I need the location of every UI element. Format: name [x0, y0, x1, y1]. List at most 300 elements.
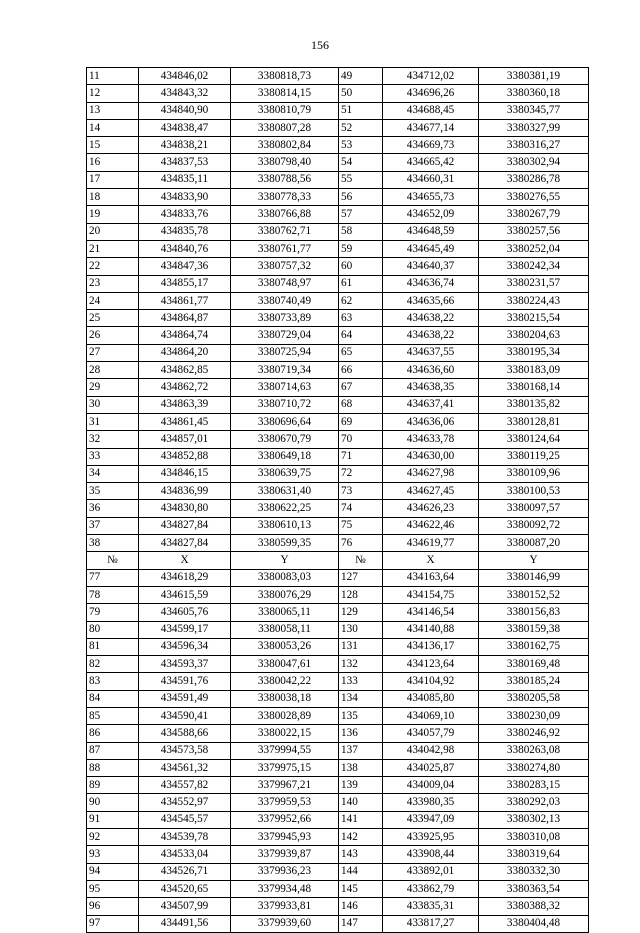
table-row [87, 707, 589, 724]
x-coordinate-cell: 434864,87 [139, 310, 231, 327]
point-number-cell: 33 [87, 448, 139, 465]
y-coordinate-cell: 3380639,75 [231, 465, 339, 482]
point-number-cell: 17 [87, 171, 139, 188]
table-row [87, 794, 589, 811]
point-number-cell: 144 [339, 863, 383, 880]
y-coordinate-cell: 3380252,04 [479, 240, 589, 257]
x-coordinate-cell: 434057,79 [383, 725, 479, 742]
y-coordinate-cell: 3380215,54 [479, 310, 589, 327]
point-number-cell: 87 [87, 742, 139, 759]
table-row [87, 483, 589, 500]
table-row [87, 725, 589, 742]
x-coordinate-cell: 433947,09 [383, 811, 479, 828]
x-coordinate-cell: 433892,01 [383, 863, 479, 880]
y-coordinate-cell: 3380710,72 [231, 396, 339, 413]
y-coordinate-cell: 3380119,25 [479, 448, 589, 465]
y-coordinate-cell: 3380761,77 [231, 240, 339, 257]
x-coordinate-cell: 434861,77 [139, 292, 231, 309]
x-coordinate-cell: 434833,90 [139, 189, 231, 206]
x-coordinate-cell: 434025,87 [383, 759, 479, 776]
x-coordinate-cell: 434104,92 [383, 673, 479, 690]
x-coordinate-cell: 434838,21 [139, 137, 231, 154]
x-coordinate-cell: 433925,95 [383, 829, 479, 846]
point-number-cell: 73 [339, 483, 383, 500]
x-coordinate-cell: 434526,71 [139, 863, 231, 880]
point-number-cell: 94 [87, 863, 139, 880]
x-coordinate-cell: 434599,17 [139, 621, 231, 638]
point-number-cell: 146 [339, 898, 383, 915]
table-row [87, 742, 589, 759]
y-coordinate-cell: 3380622,25 [231, 500, 339, 517]
point-number-cell: 88 [87, 759, 139, 776]
point-number-cell: 131 [339, 638, 383, 655]
y-coordinate-cell: 3380267,79 [479, 206, 589, 223]
x-coordinate-cell: 434863,39 [139, 396, 231, 413]
y-coordinate-cell: 3380748,97 [231, 275, 339, 292]
y-coordinate-cell: 3380042,22 [231, 673, 339, 690]
table-row [87, 258, 589, 275]
y-coordinate-cell: 3380156,83 [479, 604, 589, 621]
point-number-cell: 80 [87, 621, 139, 638]
x-coordinate-cell: 434491,56 [139, 915, 231, 932]
point-number-cell: 25 [87, 310, 139, 327]
x-coordinate-cell: 434645,49 [383, 240, 479, 257]
x-coordinate-cell: 434862,85 [139, 362, 231, 379]
y-coordinate-cell: 3380053,26 [231, 638, 339, 655]
y-coordinate-cell: 3380766,88 [231, 206, 339, 223]
x-coordinate-cell: 434507,99 [139, 898, 231, 915]
table-row [87, 223, 589, 240]
y-coordinate-cell: 3379975,15 [231, 759, 339, 776]
point-number-cell: 59 [339, 240, 383, 257]
x-coordinate-cell: 434539,78 [139, 829, 231, 846]
y-coordinate-cell: 3380714,63 [231, 379, 339, 396]
y-coordinate-cell: 3380135,82 [479, 396, 589, 413]
x-coordinate-cell: 434638,22 [383, 327, 479, 344]
column-header: X [139, 552, 231, 569]
point-number-cell: 11 [87, 68, 139, 85]
point-number-cell: 56 [339, 189, 383, 206]
y-coordinate-cell: 3380649,18 [231, 448, 339, 465]
x-coordinate-cell: 434123,64 [383, 656, 479, 673]
table-row [87, 811, 589, 828]
x-coordinate-cell: 434696,26 [383, 85, 479, 102]
y-coordinate-cell: 3380168,14 [479, 379, 589, 396]
x-coordinate-cell: 434833,76 [139, 206, 231, 223]
column-header: X [383, 552, 479, 569]
x-coordinate-cell: 434862,72 [139, 379, 231, 396]
y-coordinate-cell: 3380778,33 [231, 189, 339, 206]
point-number-cell: 53 [339, 137, 383, 154]
point-number-cell: 140 [339, 794, 383, 811]
y-coordinate-cell: 3380047,61 [231, 656, 339, 673]
y-coordinate-cell: 3380302,94 [479, 154, 589, 171]
table-row [87, 379, 589, 396]
y-coordinate-cell: 3380345,77 [479, 102, 589, 119]
table-row [87, 759, 589, 776]
y-coordinate-cell: 3380332,30 [479, 863, 589, 880]
x-coordinate-cell: 434660,31 [383, 171, 479, 188]
x-coordinate-cell: 434838,47 [139, 119, 231, 136]
y-coordinate-cell: 3379967,21 [231, 777, 339, 794]
x-coordinate-cell: 434140,88 [383, 621, 479, 638]
y-coordinate-cell: 3380028,89 [231, 707, 339, 724]
point-number-cell: 127 [339, 569, 383, 586]
y-coordinate-cell: 3380159,38 [479, 621, 589, 638]
x-coordinate-cell: 434852,88 [139, 448, 231, 465]
x-coordinate-cell: 434830,80 [139, 500, 231, 517]
table-row [87, 189, 589, 206]
x-coordinate-cell: 434688,45 [383, 102, 479, 119]
point-number-cell: 84 [87, 690, 139, 707]
table-row [87, 846, 589, 863]
point-number-cell: 128 [339, 586, 383, 603]
point-number-cell: 24 [87, 292, 139, 309]
table-row [87, 240, 589, 257]
y-coordinate-cell: 3380725,94 [231, 344, 339, 361]
x-coordinate-cell: 434840,76 [139, 240, 231, 257]
point-number-cell: 35 [87, 483, 139, 500]
x-coordinate-cell: 433835,31 [383, 898, 479, 915]
y-coordinate-cell: 3380146,99 [479, 569, 589, 586]
point-number-cell: 79 [87, 604, 139, 621]
point-number-cell: 21 [87, 240, 139, 257]
point-number-cell: 141 [339, 811, 383, 828]
table-row [87, 500, 589, 517]
point-number-cell: 91 [87, 811, 139, 828]
y-coordinate-cell: 3380286,78 [479, 171, 589, 188]
point-number-cell: 81 [87, 638, 139, 655]
table-row [87, 171, 589, 188]
y-coordinate-cell: 3380230,09 [479, 707, 589, 724]
x-coordinate-cell: 434840,90 [139, 102, 231, 119]
point-number-cell: 76 [339, 535, 383, 552]
column-header: Y [479, 552, 589, 569]
point-number-cell: 14 [87, 119, 139, 136]
x-coordinate-cell: 434861,45 [139, 413, 231, 430]
point-number-cell: 72 [339, 465, 383, 482]
y-coordinate-cell: 3380719,34 [231, 362, 339, 379]
y-coordinate-cell: 3380076,29 [231, 586, 339, 603]
page-number: 156 [311, 38, 329, 52]
x-coordinate-cell: 434619,77 [383, 535, 479, 552]
x-coordinate-cell: 434648,59 [383, 223, 479, 240]
y-coordinate-cell: 3380388,32 [479, 898, 589, 915]
x-coordinate-cell: 434630,00 [383, 448, 479, 465]
x-coordinate-cell: 434835,78 [139, 223, 231, 240]
x-coordinate-cell: 434864,20 [139, 344, 231, 361]
point-number-cell: 74 [339, 500, 383, 517]
point-number-cell: 60 [339, 258, 383, 275]
point-number-cell: 83 [87, 673, 139, 690]
x-coordinate-cell: 434837,53 [139, 154, 231, 171]
x-coordinate-cell: 434557,82 [139, 777, 231, 794]
y-coordinate-cell: 3380283,15 [479, 777, 589, 794]
y-coordinate-cell: 3380128,81 [479, 413, 589, 430]
y-coordinate-cell: 3380610,13 [231, 517, 339, 534]
y-coordinate-cell: 3380319,64 [479, 846, 589, 863]
point-number-cell: 31 [87, 413, 139, 430]
y-coordinate-cell: 3380814,15 [231, 85, 339, 102]
table-row [87, 586, 589, 603]
y-coordinate-cell: 3380257,56 [479, 223, 589, 240]
point-number-cell: 51 [339, 102, 383, 119]
y-coordinate-cell: 3380152,52 [479, 586, 589, 603]
y-coordinate-cell: 3380802,84 [231, 137, 339, 154]
point-number-cell: 12 [87, 85, 139, 102]
y-coordinate-cell: 3380310,08 [479, 829, 589, 846]
point-number-cell: 64 [339, 327, 383, 344]
table-row [87, 656, 589, 673]
point-number-cell: 57 [339, 206, 383, 223]
y-coordinate-cell: 3380363,54 [479, 880, 589, 897]
point-number-cell: 26 [87, 327, 139, 344]
point-number-cell: 32 [87, 431, 139, 448]
x-coordinate-cell: 434591,49 [139, 690, 231, 707]
point-number-cell: 18 [87, 189, 139, 206]
point-number-cell: 16 [87, 154, 139, 171]
table-row [87, 690, 589, 707]
point-number-cell: 13 [87, 102, 139, 119]
table-header-row [87, 552, 589, 569]
column-header: № [339, 552, 383, 569]
x-coordinate-cell: 434146,54 [383, 604, 479, 621]
point-number-cell: 69 [339, 413, 383, 430]
x-coordinate-cell: 434533,04 [139, 846, 231, 863]
table-row [87, 465, 589, 482]
point-number-cell: 28 [87, 362, 139, 379]
point-number-cell: 89 [87, 777, 139, 794]
y-coordinate-cell: 3379959,53 [231, 794, 339, 811]
y-coordinate-cell: 3380058,11 [231, 621, 339, 638]
point-number-cell: 133 [339, 673, 383, 690]
x-coordinate-cell: 434864,74 [139, 327, 231, 344]
x-coordinate-cell: 434615,59 [139, 586, 231, 603]
y-coordinate-cell: 3380224,43 [479, 292, 589, 309]
y-coordinate-cell: 3380381,19 [479, 68, 589, 85]
y-coordinate-cell: 3380818,73 [231, 68, 339, 85]
point-number-cell: 30 [87, 396, 139, 413]
y-coordinate-cell: 3380807,28 [231, 119, 339, 136]
point-number-cell: 96 [87, 898, 139, 915]
x-coordinate-cell: 434009,04 [383, 777, 479, 794]
y-coordinate-cell: 3380599,35 [231, 535, 339, 552]
y-coordinate-cell: 3380038,18 [231, 690, 339, 707]
x-coordinate-cell: 434652,09 [383, 206, 479, 223]
point-number-cell: 78 [87, 586, 139, 603]
x-coordinate-cell: 434552,97 [139, 794, 231, 811]
x-coordinate-cell: 434163,64 [383, 569, 479, 586]
table-row [87, 431, 589, 448]
point-number-cell: 20 [87, 223, 139, 240]
point-number-cell: 147 [339, 915, 383, 932]
point-number-cell: 34 [87, 465, 139, 482]
x-coordinate-cell: 434593,37 [139, 656, 231, 673]
x-coordinate-cell: 434042,98 [383, 742, 479, 759]
point-number-cell: 142 [339, 829, 383, 846]
point-number-cell: 63 [339, 310, 383, 327]
point-number-cell: 37 [87, 517, 139, 534]
y-coordinate-cell: 3380185,24 [479, 673, 589, 690]
x-coordinate-cell: 434636,06 [383, 413, 479, 430]
y-coordinate-cell: 3380242,34 [479, 258, 589, 275]
table-row [87, 535, 589, 552]
point-number-cell: 50 [339, 85, 383, 102]
point-number-cell: 52 [339, 119, 383, 136]
point-number-cell: 132 [339, 656, 383, 673]
point-number-cell: 75 [339, 517, 383, 534]
x-coordinate-cell: 434847,36 [139, 258, 231, 275]
y-coordinate-cell: 3380274,80 [479, 759, 589, 776]
y-coordinate-cell: 3380087,20 [479, 535, 589, 552]
x-coordinate-cell: 434520,65 [139, 880, 231, 897]
table-row [87, 327, 589, 344]
column-header: № [87, 552, 139, 569]
table-row [87, 310, 589, 327]
x-coordinate-cell: 434622,46 [383, 517, 479, 534]
coordinates-table-body [87, 68, 589, 933]
point-number-cell: 93 [87, 846, 139, 863]
y-coordinate-cell: 3379945,93 [231, 829, 339, 846]
y-coordinate-cell: 3380097,57 [479, 500, 589, 517]
table-row [87, 638, 589, 655]
x-coordinate-cell: 434637,55 [383, 344, 479, 361]
x-coordinate-cell: 434561,32 [139, 759, 231, 776]
point-number-cell: 55 [339, 171, 383, 188]
y-coordinate-cell: 3380404,48 [479, 915, 589, 932]
table-row [87, 292, 589, 309]
coordinates-table [86, 67, 589, 933]
table-row [87, 85, 589, 102]
point-number-cell: 143 [339, 846, 383, 863]
point-number-cell: 134 [339, 690, 383, 707]
point-number-cell: 137 [339, 742, 383, 759]
y-coordinate-cell: 3380169,48 [479, 656, 589, 673]
x-coordinate-cell: 434665,42 [383, 154, 479, 171]
point-number-cell: 85 [87, 707, 139, 724]
point-number-cell: 86 [87, 725, 139, 742]
point-number-cell: 66 [339, 362, 383, 379]
x-coordinate-cell: 434638,35 [383, 379, 479, 396]
y-coordinate-cell: 3380292,03 [479, 794, 589, 811]
point-number-cell: 82 [87, 656, 139, 673]
table-row [87, 119, 589, 136]
x-coordinate-cell: 434627,45 [383, 483, 479, 500]
y-coordinate-cell: 3380205,58 [479, 690, 589, 707]
point-number-cell: 54 [339, 154, 383, 171]
y-coordinate-cell: 3380810,79 [231, 102, 339, 119]
point-number-cell: 29 [87, 379, 139, 396]
point-number-cell: 129 [339, 604, 383, 621]
y-coordinate-cell: 3380327,99 [479, 119, 589, 136]
table-row [87, 413, 589, 430]
x-coordinate-cell: 434590,41 [139, 707, 231, 724]
table-row [87, 915, 589, 932]
x-coordinate-cell: 434857,01 [139, 431, 231, 448]
table-row [87, 517, 589, 534]
table-row [87, 829, 589, 846]
point-number-cell: 49 [339, 68, 383, 85]
y-coordinate-cell: 3379952,66 [231, 811, 339, 828]
y-coordinate-cell: 3380204,63 [479, 327, 589, 344]
y-coordinate-cell: 3380729,04 [231, 327, 339, 344]
y-coordinate-cell: 3379939,87 [231, 846, 339, 863]
point-number-cell: 77 [87, 569, 139, 586]
table-row [87, 344, 589, 361]
point-number-cell: 15 [87, 137, 139, 154]
column-header: Y [231, 552, 339, 569]
point-number-cell: 68 [339, 396, 383, 413]
point-number-cell: 65 [339, 344, 383, 361]
y-coordinate-cell: 3380302,13 [479, 811, 589, 828]
table-row [87, 102, 589, 119]
x-coordinate-cell: 434627,98 [383, 465, 479, 482]
y-coordinate-cell: 3380263,08 [479, 742, 589, 759]
x-coordinate-cell: 434633,78 [383, 431, 479, 448]
x-coordinate-cell: 434655,73 [383, 189, 479, 206]
y-coordinate-cell: 3380065,11 [231, 604, 339, 621]
table-row [87, 604, 589, 621]
y-coordinate-cell: 3380762,71 [231, 223, 339, 240]
x-coordinate-cell: 434855,17 [139, 275, 231, 292]
y-coordinate-cell: 3380124,64 [479, 431, 589, 448]
point-number-cell: 135 [339, 707, 383, 724]
x-coordinate-cell: 434677,14 [383, 119, 479, 136]
y-coordinate-cell: 3379994,55 [231, 742, 339, 759]
x-coordinate-cell: 434846,02 [139, 68, 231, 85]
y-coordinate-cell: 3380276,55 [479, 189, 589, 206]
y-coordinate-cell: 3380162,75 [479, 638, 589, 655]
y-coordinate-cell: 3380740,49 [231, 292, 339, 309]
x-coordinate-cell: 434136,17 [383, 638, 479, 655]
y-coordinate-cell: 3380246,92 [479, 725, 589, 742]
x-coordinate-cell: 434636,60 [383, 362, 479, 379]
x-coordinate-cell: 433980,35 [383, 794, 479, 811]
x-coordinate-cell: 434545,57 [139, 811, 231, 828]
x-coordinate-cell: 434827,84 [139, 535, 231, 552]
point-number-cell: 97 [87, 915, 139, 932]
x-coordinate-cell: 434573,58 [139, 742, 231, 759]
point-number-cell: 23 [87, 275, 139, 292]
y-coordinate-cell: 3380092,72 [479, 517, 589, 534]
point-number-cell: 36 [87, 500, 139, 517]
x-coordinate-cell: 434591,76 [139, 673, 231, 690]
x-coordinate-cell: 434846,15 [139, 465, 231, 482]
point-number-cell: 136 [339, 725, 383, 742]
x-coordinate-cell: 434712,02 [383, 68, 479, 85]
y-coordinate-cell: 3380195,34 [479, 344, 589, 361]
y-coordinate-cell: 3380788,56 [231, 171, 339, 188]
y-coordinate-cell: 3379933,81 [231, 898, 339, 915]
y-coordinate-cell: 3380083,03 [231, 569, 339, 586]
point-number-cell: 90 [87, 794, 139, 811]
x-coordinate-cell: 434640,37 [383, 258, 479, 275]
table-row [87, 154, 589, 171]
y-coordinate-cell: 3380183,09 [479, 362, 589, 379]
x-coordinate-cell: 433908,44 [383, 846, 479, 863]
x-coordinate-cell: 434843,32 [139, 85, 231, 102]
point-number-cell: 145 [339, 880, 383, 897]
x-coordinate-cell: 434596,34 [139, 638, 231, 655]
table-row [87, 863, 589, 880]
x-coordinate-cell: 434637,41 [383, 396, 479, 413]
x-coordinate-cell: 434636,74 [383, 275, 479, 292]
table-row [87, 898, 589, 915]
y-coordinate-cell: 3379934,48 [231, 880, 339, 897]
x-coordinate-cell: 434618,29 [139, 569, 231, 586]
x-coordinate-cell: 433862,79 [383, 880, 479, 897]
y-coordinate-cell: 3380696,64 [231, 413, 339, 430]
